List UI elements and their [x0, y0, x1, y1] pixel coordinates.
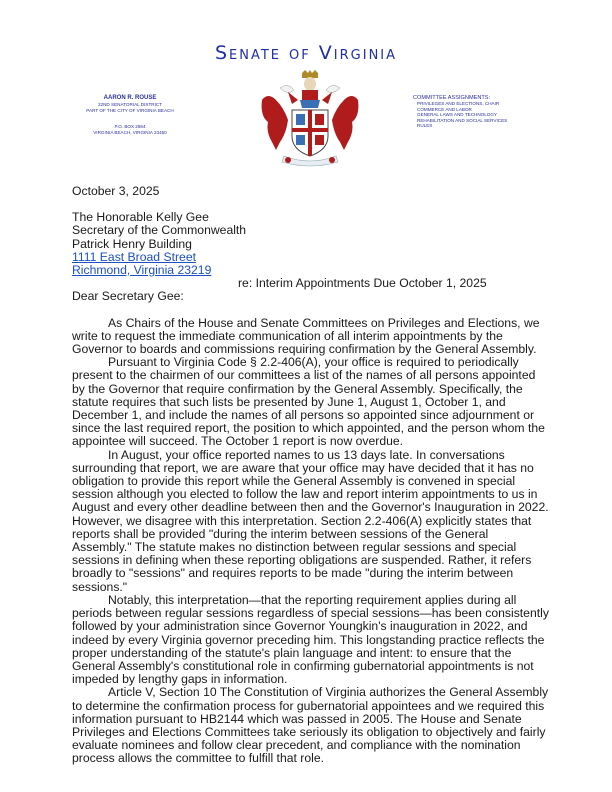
- body-paragraph: Pursuant to Virginia Code § 2.2-406(A), your office is required to periodically present to the chairmen of our committees a list of the names of all persons appointed by the Governor that require confirmation by the General Assembly. Specifically, the statute requires that such lists be presented by June 1, August 1, October 1, and December 1, and include the names of all persons so appointed since adjournment or since the last required report, the position to which appointed, and the person whom the appointee will succeed. The October 1 report is now overdue.: [72, 355, 545, 449]
- street-address-link[interactable]: 1111 East Broad Street: [72, 249, 196, 264]
- recipient-title: Secretary of the Commonwealth: [72, 223, 247, 238]
- senator-info: [80, 95, 180, 136]
- committee-assignments: [413, 95, 573, 128]
- senator-district: 22ND SENATORIAL DISTRICT: [98, 102, 162, 107]
- letterhead-title: Senate of Virginia: [214, 42, 398, 64]
- senator-city-line: VIRGINIA BEACH, VIRGINIA 23450: [93, 130, 167, 135]
- committee-item: PRIVILEGES AND ELECTIONS, CHAIR: [417, 101, 500, 107]
- recipient-name: The Honorable Kelly Gee: [72, 210, 209, 225]
- body-paragraph: Notably, this interpretation—that the reporting requirement applies during all periods between regular sessions regardless of special sessions—has been consistently followed by your administration since Governor Youngkin's inauguration in 2022, and indeed by every Virginia governor preceding him. This longstanding practice reflects the proper understanding of the statute's plain language and intent: to ensure that the General Assembly's constitutional role in confirming gubernatorial appointments is not impeded by lengthy gaps in information.: [72, 592, 549, 687]
- committee-item: COMMERCE AND LABOR: [417, 106, 472, 112]
- letter-date: October 3, 2025: [72, 184, 160, 198]
- city-address-link[interactable]: Richmond, Virginia 23219: [72, 263, 212, 278]
- senate-seal-icon: [258, 70, 362, 170]
- committee-item: GENERAL LAWS AND TECHNOLOGY: [417, 112, 497, 118]
- recipient-building: Patrick Henry Building: [72, 236, 192, 251]
- recipient-address: [72, 211, 550, 277]
- body-paragraph: In August, your office reported names to us 13 days late. In conversations surrounding that report, we are aware that your office may have decided that it has no obligation to provide this report while the General Assembly is convened in special session although you elected to follow the law and report interim appointments to us in August and every other deadline between then and the Governor's Inauguration in 2022. However, we disagree with this interpretation. Section 2.2-406(A) explicitly states that reports shall be provided "during the interim between sessions of the General Assembly." The statute makes no distinction between regular sessions and special sessions in defining when these reporting obligations are suspended. Rather, it refers broadly to "sessions" and requires reports to be made "during the interim between sessions.": [72, 447, 549, 594]
- body-paragraph: Article V, Section 10 The Constitution of Virginia authorizes the General Assembly to determine the confirmation process for gubernatorial appointees and we required this information pursuant to HB2144 which was passed in 2005. The House and Senate Privileges and Elections Committees take seriously its obligation to objectively and fairly evaluate nominees and follow clear precedent, and compliance with the nomination process allows the committee to fulfill that role.: [72, 685, 549, 766]
- senator-po-box: P.O. BOX 2864: [114, 124, 146, 129]
- committee-item: RULES: [417, 123, 433, 129]
- committee-item: REHABILITATION AND SOCIAL SERVICES: [417, 117, 508, 123]
- salutation: Dear Secretary Gee:: [72, 289, 184, 304]
- re-line: re: Interim Appointments Due October 1, 2025: [238, 276, 487, 291]
- body-paragraph: As Chairs of the House and Senate Committees on Privileges and Elections, we write to request the immediate communication of all interim appointments by the Governor to boards and commissions requiring confirmation by the General Assembly.: [72, 315, 540, 357]
- letter-body: [72, 185, 550, 766]
- senator-name: AARON R. ROUSE: [103, 95, 157, 101]
- senator-area: PART OF THE CITY OF VIRGINIA BEACH: [86, 108, 174, 113]
- committee-heading: COMMITTEE ASSIGNMENTS:: [413, 95, 491, 101]
